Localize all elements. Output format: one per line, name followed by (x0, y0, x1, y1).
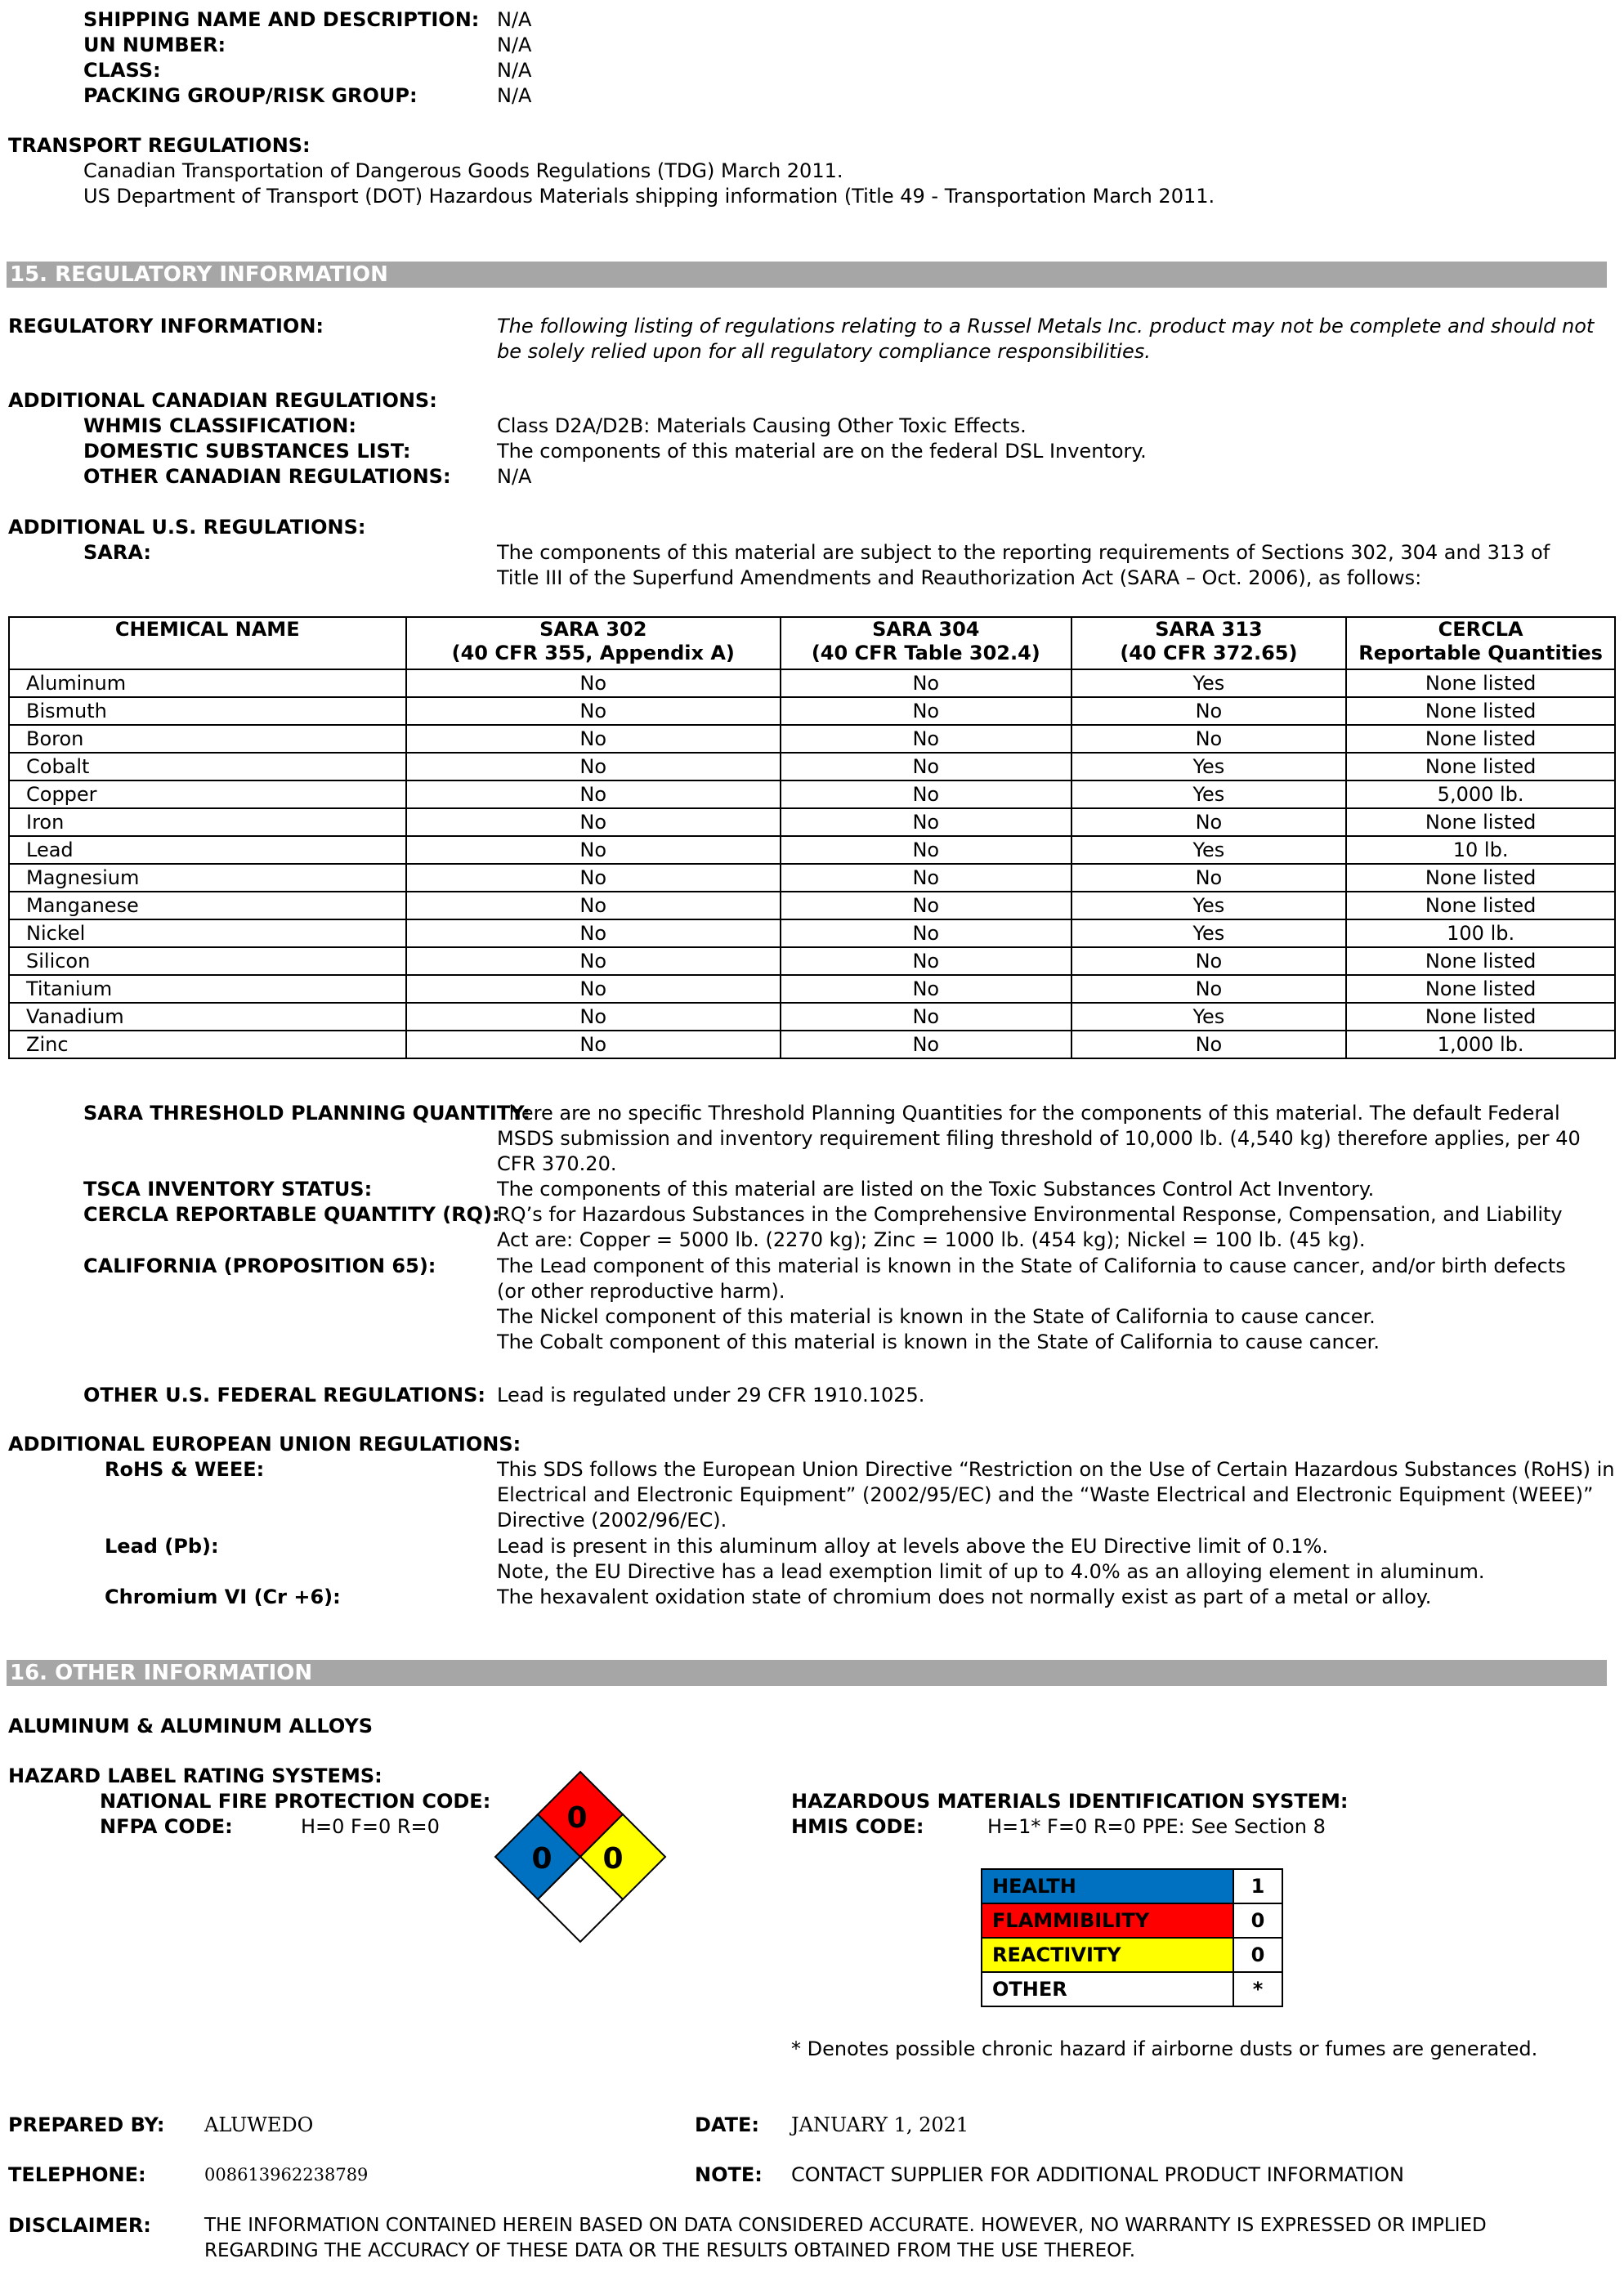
sara-304-cell: No (781, 975, 1071, 1003)
sara-313-cell: Yes (1071, 669, 1347, 697)
note-label: NOTE: (695, 2163, 763, 2186)
date-value: JANUARY 1, 2021 (791, 2113, 969, 2136)
chemical-name-cell: Vanadium (9, 1003, 406, 1031)
prepared-by-value: ALUWEDO (204, 2113, 314, 2136)
sara-table-row (9, 753, 1615, 780)
hmis-reactivity-value: 0 (1233, 1938, 1282, 1972)
nfpa-fire-value: 0 (566, 1801, 588, 1835)
chromium-vi-label: Chromium VI (Cr +6): (105, 1585, 341, 1608)
nfpa-code-label: NFPA CODE: (100, 1815, 233, 1838)
sara-table-row (9, 725, 1615, 753)
class-value: N/A (497, 59, 532, 82)
sara-304-cell: No (781, 836, 1071, 864)
sara-302-cell: No (406, 697, 781, 725)
chemical-name-cell: Nickel (9, 919, 406, 947)
regulatory-info-label: REGULATORY INFORMATION: (8, 315, 324, 338)
sara-304-cell: No (781, 780, 1071, 808)
chemical-name-cell: Bismuth (9, 697, 406, 725)
cercla-rq-cell: None listed (1346, 947, 1615, 975)
hmis-other-label: OTHER (982, 1972, 1233, 2006)
sara-304-cell: No (781, 808, 1071, 836)
sara-302-cell: No (406, 669, 781, 697)
sara-table-row (9, 919, 1615, 947)
hmis-table (981, 1868, 1283, 2007)
chemical-name-cell: Lead (9, 836, 406, 864)
cercla-rq-cell: 10 lb. (1346, 836, 1615, 864)
cercla-rq-cell: None listed (1346, 808, 1615, 836)
sara-table (8, 616, 1616, 1059)
sara-313-cell: Yes (1071, 780, 1347, 808)
transport-regulations-heading: TRANSPORT REGULATIONS: (8, 134, 311, 157)
sara-table-row (9, 892, 1615, 919)
regulatory-info-text-2: be solely relied upon for all regulatory compliance responsibilities. (497, 340, 1151, 363)
cercla-rq-cell: None listed (1346, 864, 1615, 892)
un-number-label: UN NUMBER: (83, 34, 226, 56)
sara-table-row (9, 780, 1615, 808)
sara-313-cell: Yes (1071, 1003, 1347, 1031)
disclaimer-label: DISCLAIMER: (8, 2214, 151, 2237)
sara-313-cell: Yes (1071, 892, 1347, 919)
chemical-name-cell: Boron (9, 725, 406, 753)
sara-table-header-row (9, 617, 1615, 669)
chemical-name-cell: Copper (9, 780, 406, 808)
sara-table-row (9, 808, 1615, 836)
nfpa-diamond (490, 1767, 670, 1947)
sara-table-row (9, 836, 1615, 864)
tsca-label: TSCA INVENTORY STATUS: (83, 1178, 373, 1201)
sara-302-cell: No (406, 808, 781, 836)
class-label: CLASS: (83, 59, 161, 82)
telephone-label: TELEPHONE: (8, 2163, 146, 2186)
sara-304-cell: No (781, 919, 1071, 947)
cercla-rq-cell: None listed (1346, 669, 1615, 697)
note-value: CONTACT SUPPLIER FOR ADDITIONAL PRODUCT INFORMATION (791, 2163, 1404, 2186)
nfpa-heading: NATIONAL FIRE PROTECTION CODE: (100, 1790, 491, 1813)
cercla-rq-cell: None listed (1346, 697, 1615, 725)
shipping-name-value: N/A (497, 8, 532, 31)
other-us-federal-value: Lead is regulated under 29 CFR 1910.1025. (497, 1384, 925, 1407)
hmis-other-value: * (1233, 1972, 1282, 2006)
sara-table-row (9, 697, 1615, 725)
header-cercla: CERCLA Reportable Quantities (1346, 617, 1615, 669)
us-regulations-heading: ADDITIONAL U.S. REGULATIONS: (8, 516, 366, 539)
nfpa-health-value: 0 (531, 1842, 553, 1876)
sara-table-row (9, 864, 1615, 892)
header-sara-302: SARA 302 (40 CFR 355, Appendix A) (406, 617, 781, 669)
sara-313-cell: No (1071, 864, 1347, 892)
chemical-name-cell: Cobalt (9, 753, 406, 780)
header-chemical-name: CHEMICAL NAME (9, 617, 406, 669)
date-label: DATE: (695, 2113, 759, 2136)
sara-304-cell: No (781, 947, 1071, 975)
hmis-footnote: * Denotes possible chronic hazard if airborne dusts or fumes are generated. (791, 2037, 1538, 2060)
cercla-rq-text-1: RQ’s for Hazardous Substances in the Comprehensive Environmental Response, Compensation, and Liability (497, 1203, 1563, 1226)
other-canadian-label: OTHER CANADIAN REGULATIONS: (83, 465, 451, 488)
sara-304-cell: No (781, 892, 1071, 919)
sara-302-cell: No (406, 780, 781, 808)
sara-302-cell: No (406, 753, 781, 780)
sara-304-cell: No (781, 697, 1071, 725)
tpq-text-3: CFR 370.20. (497, 1152, 617, 1175)
hmis-code-value: H=1* F=0 R=0 PPE: See Section 8 (987, 1815, 1326, 1838)
sara-313-cell: No (1071, 697, 1347, 725)
sara-302-cell: No (406, 1031, 781, 1058)
canadian-regulations-heading: ADDITIONAL CANADIAN REGULATIONS: (8, 389, 437, 412)
sara-304-cell: No (781, 725, 1071, 753)
hmis-row (982, 1869, 1282, 1903)
chemical-name-cell: Silicon (9, 947, 406, 975)
cercla-rq-cell: None listed (1346, 725, 1615, 753)
california-text-4: The Cobalt component of this material is known in the State of California to cause cancer. (497, 1331, 1380, 1353)
cercla-rq-cell: None listed (1346, 1003, 1615, 1031)
hmis-flammibility-value: 0 (1233, 1903, 1282, 1938)
nfpa-reactivity-value: 0 (602, 1842, 624, 1876)
chemical-name-cell: Zinc (9, 1031, 406, 1058)
rohs-weee-label: RoHS & WEEE: (105, 1458, 265, 1481)
sara-304-cell: No (781, 753, 1071, 780)
packing-group-value: N/A (497, 84, 532, 107)
disclaimer-text-1: THE INFORMATION CONTAINED HEREIN BASED ON DATA CONSIDERED ACCURATE. HOWEVER, NO WARRANTY IS EXPRESSED OR IMPLIED (204, 2215, 1487, 2236)
rohs-text-2: Electrical and Electronic Equipment” (2002/95/EC) and the “Waste Electrical and Electronic Equipment (WEEE)” (497, 1483, 1594, 1506)
section-16-header: 16. OTHER INFORMATION (7, 1660, 1607, 1686)
disclaimer-text-2: REGARDING THE ACCURACY OF THESE DATA OR THE RESULTS OBTAINED FROM THE USE THEREOF. (204, 2240, 1136, 2261)
sara-302-cell: No (406, 864, 781, 892)
prepared-by-label: PREPARED BY: (8, 2113, 165, 2136)
lead-pb-label: Lead (Pb): (105, 1535, 219, 1558)
chemical-name-cell: Magnesium (9, 864, 406, 892)
dsl-label: DOMESTIC SUBSTANCES LIST: (83, 440, 411, 463)
hmis-health-label: HEALTH (982, 1869, 1233, 1903)
tsca-value: The components of this material are listed on the Toxic Substances Control Act Inventory. (497, 1178, 1375, 1201)
chemical-name-cell: Manganese (9, 892, 406, 919)
dsl-value: The components of this material are on the federal DSL Inventory. (497, 440, 1147, 463)
sara-table-row (9, 947, 1615, 975)
sara-304-cell: No (781, 1003, 1071, 1031)
hmis-code-label: HMIS CODE: (791, 1815, 924, 1838)
other-us-federal-label: OTHER U.S. FEDERAL REGULATIONS: (83, 1384, 485, 1407)
tpq-label: SARA THRESHOLD PLANNING QUANTITY: (83, 1102, 531, 1125)
tpq-text-2: MSDS submission and inventory requirement filing threshold of 10,000 lb. (4,540 kg) therefore applies, per 40 (497, 1127, 1581, 1150)
chromium-vi-value: The hexavalent oxidation state of chromium does not normally exist as part of a metal or alloy. (497, 1585, 1432, 1608)
whmis-label: WHMIS CLASSIFICATION: (83, 414, 356, 437)
sara-table-row (9, 975, 1615, 1003)
packing-group-label: PACKING GROUP/RISK GROUP: (83, 84, 418, 107)
sara-302-cell: No (406, 725, 781, 753)
california-text-3: The Nickel component of this material is known in the State of California to cause cancer. (497, 1305, 1376, 1328)
sara-304-cell: No (781, 864, 1071, 892)
rohs-text-1: This SDS follows the European Union Directive “Restriction on the Use of Certain Hazardous Substances (RoHS) in (497, 1458, 1615, 1481)
header-sara-304: SARA 304 (40 CFR Table 302.4) (781, 617, 1071, 669)
cercla-rq-cell: None listed (1346, 975, 1615, 1003)
sara-text-1: The components of this material are subject to the reporting requirements of Sections 302, 304 and 313 of (497, 541, 1550, 564)
cercla-rq-cell: None listed (1346, 753, 1615, 780)
sara-313-cell: No (1071, 975, 1347, 1003)
product-name: ALUMINUM & ALUMINUM ALLOYS (8, 1715, 374, 1738)
cercla-rq-text-2: Act are: Copper = 5000 lb. (2270 kg); Zinc = 1000 lb. (454 kg); Nickel = 100 lb. (45 kg). (497, 1228, 1366, 1251)
chemical-name-cell: Titanium (9, 975, 406, 1003)
regulatory-info-text-1: The following listing of regulations relating to a Russel Metals Inc. product may not be complete and should not (497, 315, 1595, 338)
sara-302-cell: No (406, 836, 781, 864)
hmis-reactivity-label: REACTIVITY (982, 1938, 1233, 1972)
sara-313-cell: Yes (1071, 753, 1347, 780)
header-sara-313: SARA 313 (40 CFR 372.65) (1071, 617, 1347, 669)
hmis-row (982, 1972, 1282, 2006)
chemical-name-cell: Iron (9, 808, 406, 836)
lead-text-1: Lead is present in this aluminum alloy at levels above the EU Directive limit of 0.1%. (497, 1535, 1328, 1558)
sara-313-cell: Yes (1071, 919, 1347, 947)
un-number-value: N/A (497, 34, 532, 56)
chemical-name-cell: Aluminum (9, 669, 406, 697)
hmis-health-value: 1 (1233, 1869, 1282, 1903)
hmis-heading: HAZARDOUS MATERIALS IDENTIFICATION SYSTEM: (791, 1790, 1349, 1813)
sara-label: SARA: (83, 541, 151, 564)
shipping-name-label: SHIPPING NAME AND DESCRIPTION: (83, 8, 480, 31)
transport-regulation-tdg: Canadian Transportation of Dangerous Goods Regulations (TDG) March 2011. (83, 159, 843, 182)
tpq-text-1: There are no specific Threshold Planning Quantities for the components of this material. The default Federal (497, 1102, 1560, 1125)
sara-313-cell: Yes (1071, 836, 1347, 864)
california-text-2: (or other reproductive harm). (497, 1280, 785, 1303)
sara-table-row (9, 669, 1615, 697)
other-canadian-value: N/A (497, 465, 532, 488)
sara-table-row (9, 1031, 1615, 1058)
hazard-label-heading: HAZARD LABEL RATING SYSTEMS: (8, 1764, 383, 1787)
sara-302-cell: No (406, 975, 781, 1003)
sara-313-cell: No (1071, 808, 1347, 836)
cercla-rq-cell: 5,000 lb. (1346, 780, 1615, 808)
cercla-rq-cell: 100 lb. (1346, 919, 1615, 947)
sara-313-cell: No (1071, 725, 1347, 753)
nfpa-code-value: H=0 F=0 R=0 (301, 1815, 440, 1838)
california-text-1: The Lead component of this material is known in the State of California to cause cancer, and/or birth defects (497, 1255, 1566, 1277)
sara-text-2: Title III of the Superfund Amendments and Reauthorization Act (SARA – Oct. 2006), as follows: (497, 566, 1422, 589)
sara-302-cell: No (406, 892, 781, 919)
sara-302-cell: No (406, 1003, 781, 1031)
sara-304-cell: No (781, 1031, 1071, 1058)
california-prop65-label: CALIFORNIA (PROPOSITION 65): (83, 1255, 436, 1277)
whmis-value: Class D2A/D2B: Materials Causing Other Toxic Effects. (497, 414, 1027, 437)
eu-regulations-heading: ADDITIONAL EUROPEAN UNION REGULATIONS: (8, 1433, 521, 1456)
sara-304-cell: No (781, 669, 1071, 697)
sara-302-cell: No (406, 919, 781, 947)
cercla-rq-label: CERCLA REPORTABLE QUANTITY (RQ): (83, 1203, 500, 1226)
section-15-header: 15. REGULATORY INFORMATION (7, 262, 1607, 288)
cercla-rq-cell: None listed (1346, 892, 1615, 919)
rohs-text-3: Directive (2002/96/EC). (497, 1509, 727, 1532)
hmis-row (982, 1938, 1282, 1972)
lead-text-2: Note, the EU Directive has a lead exemption limit of up to 4.0% as an alloying element in aluminum. (497, 1560, 1485, 1583)
telephone-value: 008613962238789 (204, 2165, 369, 2185)
sara-302-cell: No (406, 947, 781, 975)
cercla-rq-cell: 1,000 lb. (1346, 1031, 1615, 1058)
sara-table-row (9, 1003, 1615, 1031)
transport-regulation-dot: US Department of Transport (DOT) Hazardous Materials shipping information (Title 49 - Transportation March 2011. (83, 185, 1215, 208)
hmis-flammibility-label: FLAMMIBILITY (982, 1903, 1233, 1938)
hmis-row (982, 1903, 1282, 1938)
sara-313-cell: No (1071, 947, 1347, 975)
sara-313-cell: No (1071, 1031, 1347, 1058)
